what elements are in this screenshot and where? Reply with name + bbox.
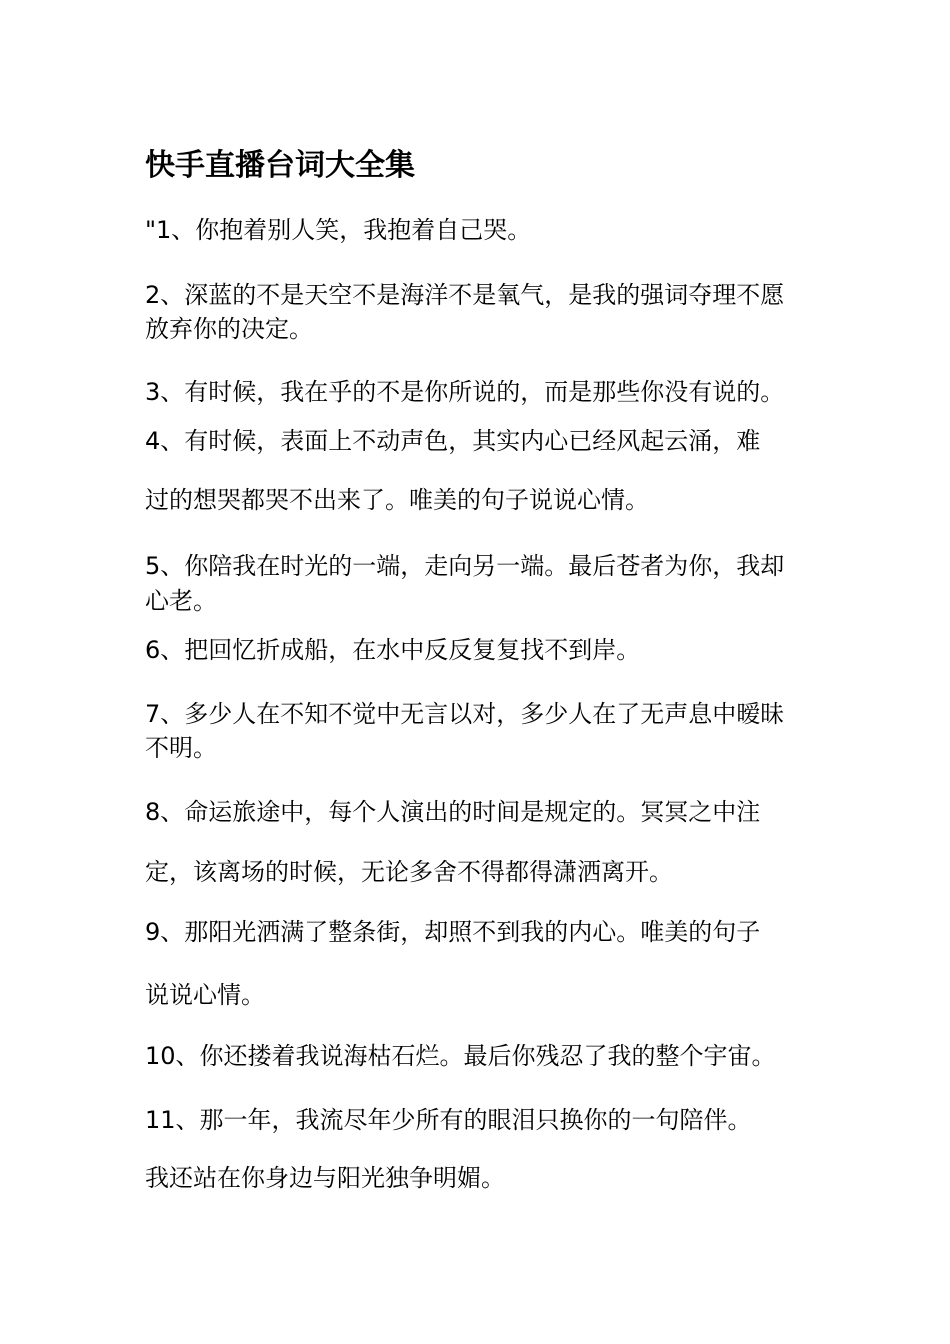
text-line: 5、你陪我在时光的一端，走向另一端。最后苍者为你，我却 [145,552,785,580]
text-line: 放弃你的决定。 [145,315,313,343]
text-line: 我还站在你身边与阳光独争明媚。 [145,1164,505,1192]
text-line: 过的想哭都哭不出来了。唯美的句子说说心情。 [145,486,649,514]
text-line: 6、把回忆折成船，在水中反反复复找不到岸。 [145,636,641,664]
text-line: 心老。 [145,587,217,615]
text-line: 8、命运旅途中，每个人演出的时间是规定的。冥冥之中注 [145,798,761,826]
text-line: 7、多少人在不知不觉中无言以对，多少人在了无声息中暧昧 [145,700,785,728]
document-title: 快手直播台词大全集 [145,148,415,183]
text-line: "1、你抱着别人笑，我抱着自己哭。 [145,216,532,244]
text-line: 4、有时候，表面上不动声色，其实内心已经风起云涌，难 [145,427,761,455]
text-line: 不明。 [145,734,217,762]
text-line: 定，该离场的时候，无论多舍不得都得潇洒离开。 [145,858,673,886]
text-line: 说说心情。 [145,981,265,1009]
text-line: 2、深蓝的不是天空不是海洋不是氧气，是我的强词夺理不愿 [145,281,785,309]
text-line: 11、那一年，我流尽年少所有的眼泪只换你的一句陪伴。 [145,1106,752,1134]
text-line: 10、你还搂着我说海枯石烂。最后你残忍了我的整个宇宙。 [145,1042,776,1070]
text-line: 9、那阳光洒满了整条街，却照不到我的内心。唯美的句子 [145,918,761,946]
text-line: 3、有时候，我在乎的不是你所说的，而是那些你没有说的。 [145,378,785,406]
